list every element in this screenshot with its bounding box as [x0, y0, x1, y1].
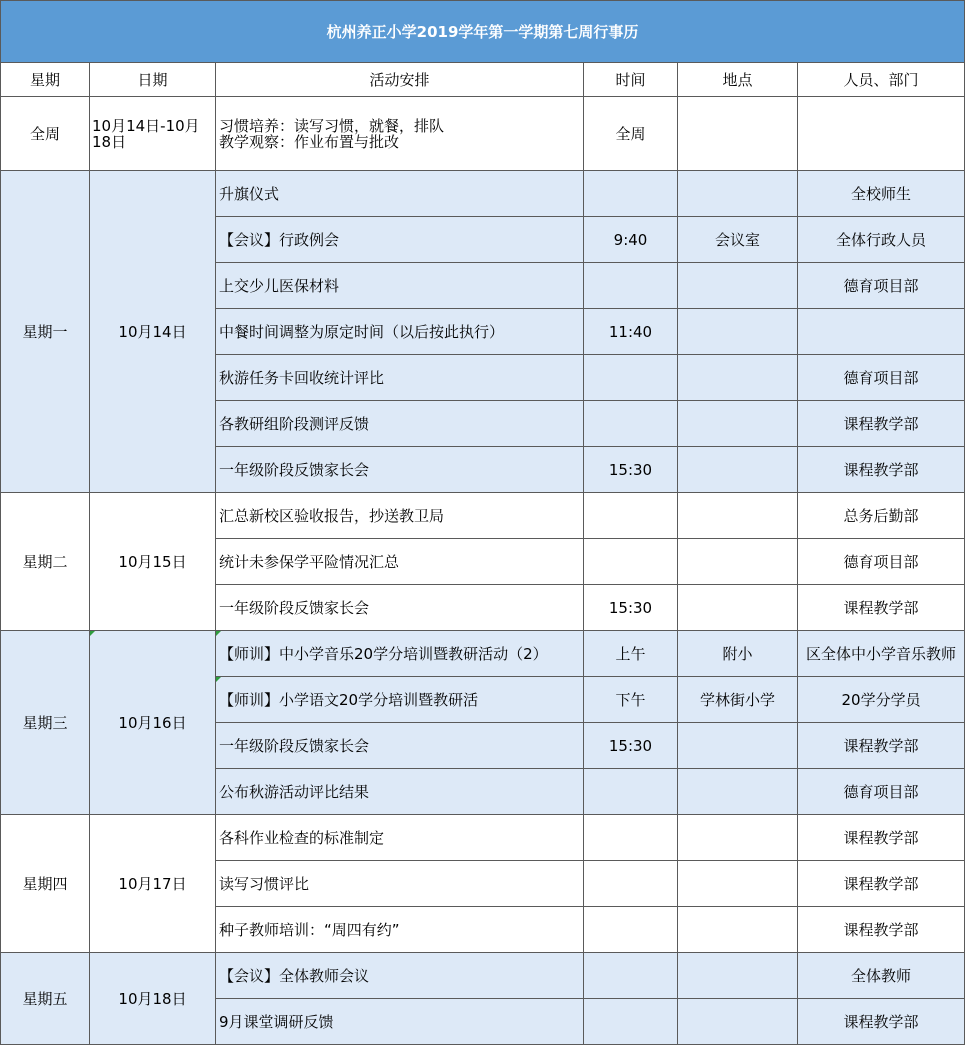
- activity-cell: 9月课堂调研反馈: [216, 999, 584, 1045]
- people-cell: 课程教学部: [798, 585, 965, 631]
- activity-cell: 各教研组阶段测评反馈: [216, 401, 584, 447]
- people-cell-whole-week: [798, 97, 965, 171]
- header-row: [1, 63, 965, 97]
- people-cell: [798, 309, 965, 355]
- activity-cell: 【师训】中小学音乐20学分培训暨教研活动（2）: [216, 631, 584, 677]
- people-cell: 课程教学部: [798, 723, 965, 769]
- people-cell: 20学分学员: [798, 677, 965, 723]
- time-cell: [584, 861, 678, 907]
- location-cell: [678, 953, 798, 999]
- people-cell: 德育项目部: [798, 539, 965, 585]
- people-cell: 课程教学部: [798, 401, 965, 447]
- location-cell: [678, 723, 798, 769]
- time-cell: 15:30: [584, 447, 678, 493]
- header-time: 时间: [584, 63, 678, 97]
- people-cell: 德育项目部: [798, 355, 965, 401]
- time-cell: 上午: [584, 631, 678, 677]
- people-cell: 德育项目部: [798, 769, 965, 815]
- activity-cell: 读写习惯评比: [216, 861, 584, 907]
- table-row: [1, 815, 965, 861]
- header-location: 地点: [678, 63, 798, 97]
- location-cell: [678, 447, 798, 493]
- time-cell: [584, 263, 678, 309]
- header-activity: 活动安排: [216, 63, 584, 97]
- people-cell: 区全体中小学音乐教师: [798, 631, 965, 677]
- location-cell: [678, 309, 798, 355]
- header-weekday: 星期: [1, 63, 90, 97]
- activity-cell: 一年级阶段反馈家长会: [216, 447, 584, 493]
- people-cell: 课程教学部: [798, 815, 965, 861]
- activity-cell: 升旗仪式: [216, 171, 584, 217]
- activity-cell: 汇总新校区验收报告，抄送教卫局: [216, 493, 584, 539]
- date-cell-tuesday: 10月15日: [90, 493, 216, 631]
- location-cell: 学林街小学: [678, 677, 798, 723]
- activity-line-observation: 教学观察：作业布置与批改: [219, 132, 400, 151]
- table-row-whole-week: [1, 97, 965, 171]
- table-row: [1, 493, 965, 539]
- location-cell: [678, 861, 798, 907]
- weekday-cell-thursday: 星期四: [1, 815, 90, 953]
- location-cell: [678, 493, 798, 539]
- time-cell: [584, 493, 678, 539]
- table-row: [1, 631, 965, 677]
- time-cell: [584, 401, 678, 447]
- people-cell: 课程教学部: [798, 447, 965, 493]
- time-cell: [584, 815, 678, 861]
- date-cell-monday: 10月14日: [90, 171, 216, 493]
- date-cell-whole-week: [90, 97, 216, 171]
- people-cell: 课程教学部: [798, 907, 965, 953]
- date-cell-thursday: 10月17日: [90, 815, 216, 953]
- time-cell: [584, 171, 678, 217]
- location-cell: 会议室: [678, 217, 798, 263]
- time-cell: [584, 539, 678, 585]
- location-cell: [678, 907, 798, 953]
- time-cell: [584, 953, 678, 999]
- activity-cell: 秋游任务卡回收统计评比: [216, 355, 584, 401]
- activity-cell: 各科作业检查的标准制定: [216, 815, 584, 861]
- title-row: [1, 1, 965, 63]
- location-cell: [678, 815, 798, 861]
- people-cell: 总务后勤部: [798, 493, 965, 539]
- location-cell-whole-week: [678, 97, 798, 171]
- people-cell: 课程教学部: [798, 861, 965, 907]
- activity-cell: 公布秋游活动评比结果: [216, 769, 584, 815]
- location-cell: [678, 585, 798, 631]
- weekday-cell-monday: 星期一: [1, 171, 90, 493]
- date-text-whole-week: 10月14日-10月18日: [92, 116, 200, 151]
- time-cell: [584, 999, 678, 1045]
- activity-cell: 中餐时间调整为原定时间（以后按此执行）: [216, 309, 584, 355]
- time-cell: 下午: [584, 677, 678, 723]
- time-cell: [584, 769, 678, 815]
- people-cell: 全体教师: [798, 953, 965, 999]
- activity-cell: 一年级阶段反馈家长会: [216, 585, 584, 631]
- date-cell-friday: 10月18日: [90, 953, 216, 1045]
- weekday-cell-friday: 星期五: [1, 953, 90, 1045]
- weekday-cell-tuesday: 星期二: [1, 493, 90, 631]
- location-cell: [678, 355, 798, 401]
- location-cell: [678, 401, 798, 447]
- time-cell-whole-week: 全周: [584, 97, 678, 171]
- activity-cell: 【会议】行政例会: [216, 217, 584, 263]
- header-people: 人员、部门: [798, 63, 965, 97]
- location-cell: [678, 769, 798, 815]
- location-cell: [678, 263, 798, 309]
- time-cell: [584, 355, 678, 401]
- activity-cell: 统计未参保学平险情况汇总: [216, 539, 584, 585]
- activity-cell: 上交少儿医保材料: [216, 263, 584, 309]
- activity-cell-whole-week: [216, 97, 584, 171]
- location-cell: 附小: [678, 631, 798, 677]
- activity-cell: 种子教师培训：“周四有约”: [216, 907, 584, 953]
- people-cell: 全体行政人员: [798, 217, 965, 263]
- table-row: [1, 953, 965, 999]
- activity-line-habits: 习惯培养：读写习惯，就餐，排队: [219, 116, 445, 135]
- weekday-cell-wednesday: 星期三: [1, 631, 90, 815]
- time-cell: 9:40: [584, 217, 678, 263]
- activity-cell: 【师训】小学语文20学分培训暨教研活: [216, 677, 584, 723]
- people-cell: 课程教学部: [798, 999, 965, 1045]
- location-cell: [678, 999, 798, 1045]
- weekday-cell-whole-week: 全周: [1, 97, 90, 171]
- location-cell: [678, 171, 798, 217]
- activity-cell: 一年级阶段反馈家长会: [216, 723, 584, 769]
- people-cell: 德育项目部: [798, 263, 965, 309]
- time-cell: 15:30: [584, 723, 678, 769]
- header-date: 日期: [90, 63, 216, 97]
- time-cell: 15:30: [584, 585, 678, 631]
- activity-cell: 【会议】全体教师会议: [216, 953, 584, 999]
- date-cell-wednesday: 10月16日: [90, 631, 216, 815]
- location-cell: [678, 539, 798, 585]
- people-cell: 全校师生: [798, 171, 965, 217]
- page-title: 杭州养正小学2019学年第一学期第七周行事历: [1, 1, 965, 63]
- time-cell: [584, 907, 678, 953]
- time-cell: 11:40: [584, 309, 678, 355]
- table-row: [1, 171, 965, 217]
